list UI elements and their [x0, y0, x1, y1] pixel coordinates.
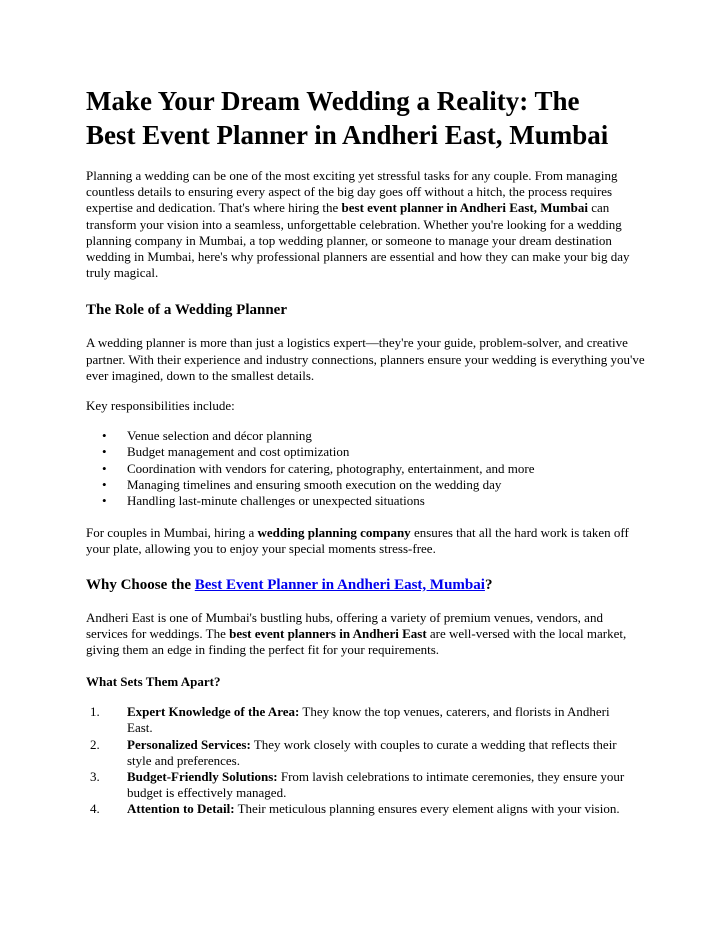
role-heading: The Role of a Wedding Planner — [86, 302, 287, 319]
list-item: • Coordination with vendors for catering, photography, entertainment, and more — [102, 460, 535, 476]
bullet-icon: • — [102, 460, 107, 476]
responsibilities-list — [86, 428, 646, 509]
document-page — [86, 84, 646, 818]
bullet-icon: • — [102, 493, 107, 509]
responsibilities-intro: Key responsibilities include: — [86, 398, 235, 414]
best-event-planner-link[interactable]: Best Event Planner in Andheri East, Mumbai — [194, 576, 485, 593]
bullet-icon: • — [102, 428, 107, 444]
bullet-icon: • — [102, 476, 107, 492]
list-item: • Budget management and cost optimization — [102, 444, 350, 460]
why-bold-keyword: best event planners in Andheri East — [229, 625, 427, 641]
what-sets-them-apart-heading: What Sets Them Apart? — [86, 674, 221, 690]
intro-text-1: Planning a wedding can be one of the most exciting yet stressful tasks for any couple. From managing countless details to ensuring every aspect of the big day goes off without a hitch, the process requires expertise and dedication. That's where hiring the — [86, 168, 618, 216]
list-item: 3. Budget-Friendly Solutions: From lavish celebrations to intimate ceremonies, they ensure your budget is effectively managed. — [90, 769, 625, 801]
list-item: 2. Personalized Services: They work closely with couples to curate a wedding that reflects their style and preferences. — [90, 736, 617, 768]
list-item: 1. Expert Knowledge of the Area: They know the top venues, caterers, and florists in Andheri East. — [90, 704, 610, 736]
why-paragraph: Andheri East is one of Mumbai's bustling hubs, offering a variety of premium venues, vendors, and services for weddings. The best event planners in Andheri East are well-versed with the local market, giving them an edge in finding the perfect fit for your requirements. — [86, 609, 627, 658]
features-list — [86, 704, 631, 817]
list-item: • Venue selection and décor planning — [102, 428, 312, 444]
list-item: • Managing timelines and ensuring smooth execution on the wedding day — [102, 476, 502, 492]
page-title: Make Your Dream Wedding a Reality: The Best Event Planner in Andheri East, Mumbai — [86, 86, 609, 150]
role-paragraph: A wedding planner is more than just a logistics expert—they're your guide, problem-solver, and creative partner. With their experience and industry connections, planners ensure your wedding is everything you've ever imagined, down to the smallest details. — [86, 335, 645, 383]
role-closing-paragraph: For couples in Mumbai, hiring a wedding planning company ensures that all the hard work is taken off your plate, allowing you to enjoy your special moments stress-free. — [86, 525, 629, 557]
closing-bold-keyword: wedding planning company — [257, 525, 411, 541]
bullet-icon: • — [102, 444, 107, 460]
list-item: 4. Attention to Detail: Their meticulous planning ensures every element aligns with your vision. — [90, 801, 620, 817]
why-heading: Why Choose the Best Event Planner in Andheri East, Mumbai? — [86, 576, 493, 593]
list-item: • Handling last-minute challenges or unexpected situations — [102, 493, 425, 509]
intro-paragraph — [86, 168, 646, 281]
intro-bold-keyword: best event planner in Andheri East, Mumbai — [341, 200, 588, 216]
intro-text-2: can transform your vision into a seamless, unforgettable celebration. Whether you're looking for a wedding planning company in Mumbai, a top wedding planner, or someone to manage your dream destination wedding in Mumbai, here's why professional planners are essential and how they can make your big day truly magical. — [86, 200, 630, 281]
